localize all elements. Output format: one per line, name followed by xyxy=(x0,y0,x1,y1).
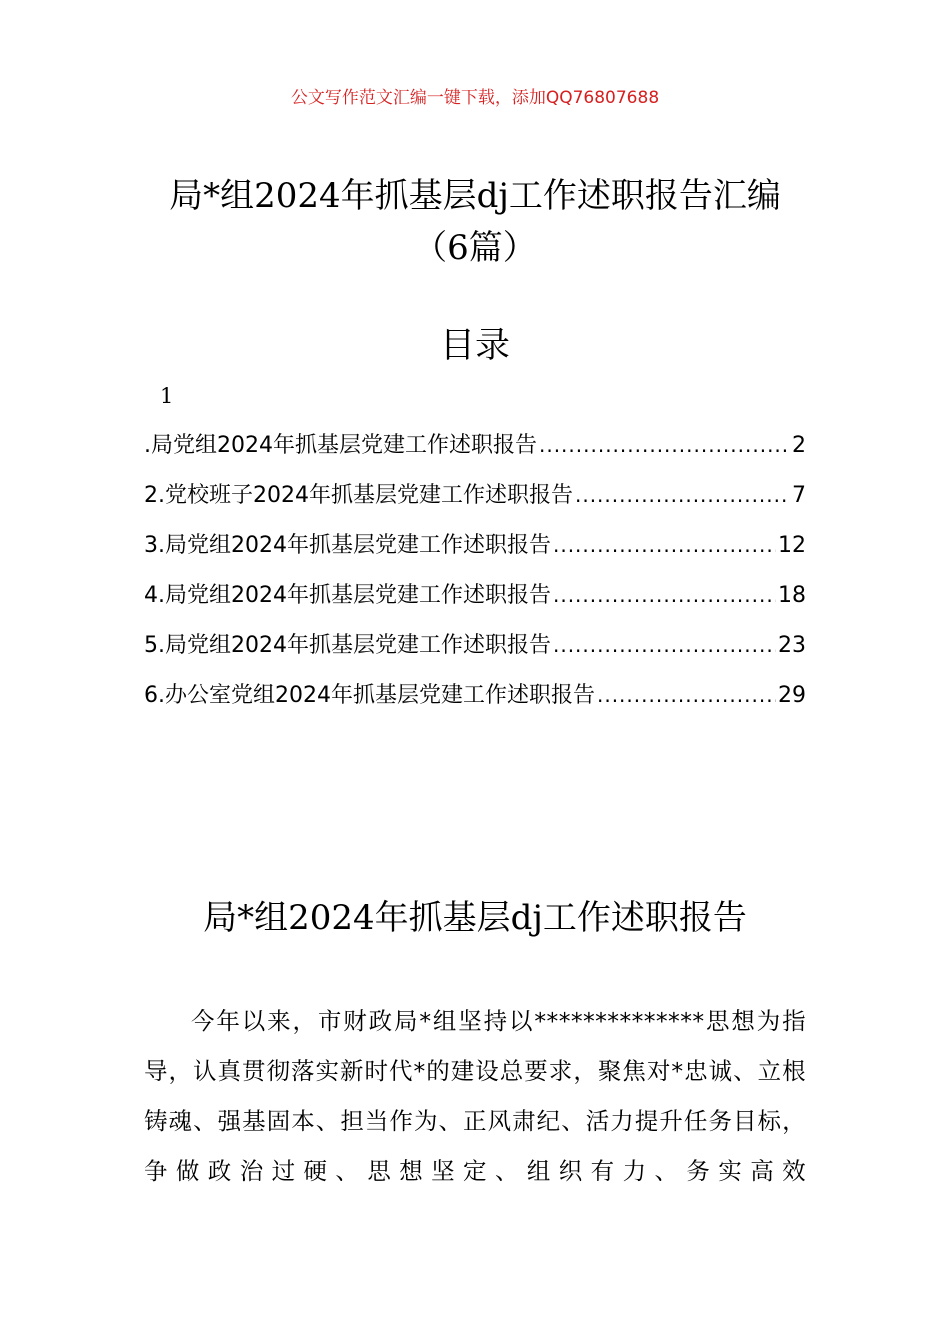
toc-item[interactable] xyxy=(144,426,806,476)
toc-leader-dots xyxy=(597,676,776,714)
toc-item-page: 7 xyxy=(792,483,806,508)
toc-item[interactable] xyxy=(144,526,806,576)
toc-item-page: 18 xyxy=(778,583,806,608)
toc-item-page: 2 xyxy=(792,433,806,458)
toc-heading: 目录 xyxy=(439,326,510,366)
toc-item-text: .局党组2024年抓基层党建工作述职报告 xyxy=(144,433,537,458)
toc-item-page: 12 xyxy=(778,533,806,558)
body-paragraph: 今年以来，市财政局*组坚持以**************思想为指导，认真贯彻落实新时代*的建设总要求，聚焦对*忠诚、立根铸魂、强基固本、担当作为、正风肃纪、活力提升任务目标，争做政治过硬、思想坚定、组织有力、务实高效 xyxy=(144,1007,806,1185)
toc-item-text: 5.局党组2024年抓基层党建工作述职报告 xyxy=(144,633,551,658)
toc-item-page: 23 xyxy=(778,633,806,658)
toc-item-text: 4.局党组2024年抓基层党建工作述职报告 xyxy=(144,583,551,608)
toc-item-page: 29 xyxy=(778,683,806,708)
table-of-contents xyxy=(144,426,806,726)
toc-item-text: 3.局党组2024年抓基层党建工作述职报告 xyxy=(144,533,551,558)
toc-leader-dots xyxy=(539,426,790,464)
document-title-subtitle: （6篇） xyxy=(413,228,537,268)
toc-leader-dots xyxy=(553,526,776,564)
toc-leader-dots xyxy=(553,576,776,614)
toc-item[interactable] xyxy=(144,626,806,676)
toc-first-item-number: 1 xyxy=(160,384,174,408)
toc-item-text: 6.办公室党组2024年抓基层党建工作述职报告 xyxy=(144,683,595,708)
toc-item[interactable] xyxy=(144,676,806,726)
document-title: 局*组2024年抓基层dj工作述职报告汇编 xyxy=(169,176,781,216)
promo-banner: 公文写作范文汇编一键下载，添加QQ76807688 xyxy=(290,88,660,108)
toc-item[interactable] xyxy=(144,576,806,626)
toc-leader-dots xyxy=(575,476,790,514)
toc-item-text: 2.党校班子2024年抓基层党建工作述职报告 xyxy=(144,483,573,508)
toc-item[interactable] xyxy=(144,476,806,526)
toc-leader-dots xyxy=(553,626,776,664)
section-title: 局*组2024年抓基层dj工作述职报告 xyxy=(203,898,747,938)
